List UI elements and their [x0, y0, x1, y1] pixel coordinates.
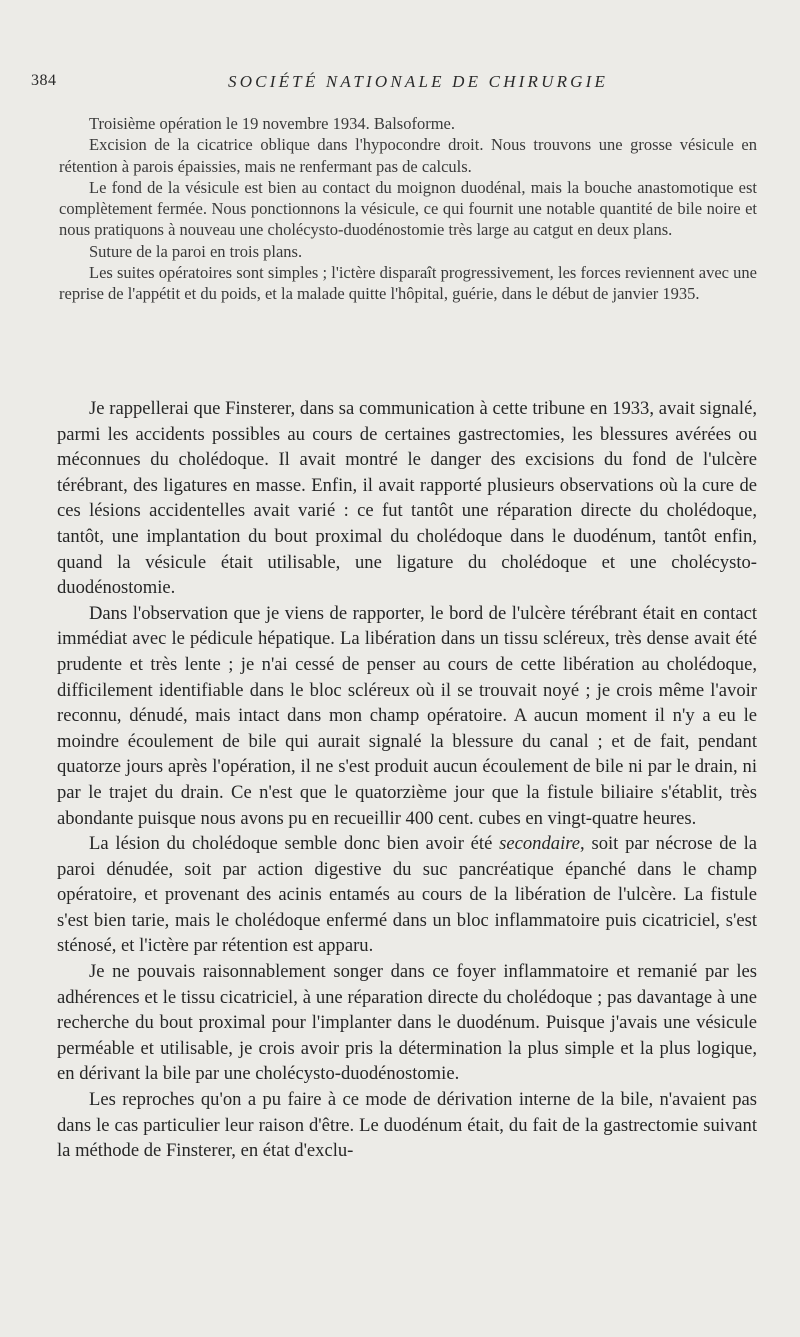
text-run: , soit par nécrose de la paroi dénudée, soit par action digestive du suc pancréatique épanché dans le champ opératoire, et provenant des acinis entamés au cours de la libération de l'ulcère. La fistule s'est bien tarie, mais le cholédoque enfermé dans un bloc inflammatoire puis cicatriciel, s'est sténosé, et l'ictère par rétention est apparu. [57, 833, 758, 957]
case-report-paragraph: Les suites opératoires sont simples ; l'ictère disparaît progressivement, les forces reviennent avec une reprise de l'appétit et du poids, et la malade quitte l'hôpital, guérie, dans le début de janvier 1935. [59, 263, 757, 304]
discussion-paragraph: Je ne pouvais raisonnablement songer dans ce foyer inflammatoire et remanié par les adhérences et le tissu cicatriciel, à une réparation directe du cholédoque ; pas davantage à une recherche du bout proximal pour l'implanter dans le duodénum. Puisque j'avais une vésicule perméable et utilisable, je crois avoir pris la détermination la plus simple et la plus logique, en dérivant la bile par une cholécysto-duodénostomie. [57, 961, 757, 1085]
discussion-paragraph: Dans l'observation que je viens de rapporter, le bord de l'ulcère térébrant était en contact immédiat avec le pédicule hépatique. La libération dans un tissu scléreux, très dense avait été prudente et très lente ; je n'ai cessé de penser au cours de cette libération au cholédoque, difficilement identifiable dans le bloc scléreux où il se trouvait noyé ; je crois même l'avoir reconnu, dénudé, mais intact dans mon champ opératoire. A aucun moment il n'y a eu le moindre écoulement de bile qui aurait signalé la blessure du canal ; et de fait, pendant quatorze jours après l'opération, il ne s'est produit aucun écoulement de bile ni par le drain, ni par le trajet du drain. Ce n'est que le quatorzième jour que la fistule biliaire s'établit, très abondante puisque nous avons pu en recueillir 400 cent. cubes en vingt-quatre heures. [57, 602, 757, 829]
case-report-paragraph: Excision de la cicatrice oblique dans l'hypocondre droit. Nous trouvons une grosse vésicule en rétention à parois épaissies, mais ne renfermant pas de calculs. [59, 135, 757, 176]
discussion-paragraph [57, 831, 757, 959]
running-title: SOCIÉTÉ NATIONALE DE CHIRURGIE [228, 72, 609, 91]
text-run: La lésion du cholédoque semble donc bien avoir été [89, 833, 500, 855]
case-report-paragraph: Le fond de la vésicule est bien au contact du moignon duodénal, mais la bouche anastomotique est complètement fermée. Nous ponctionnons la vésicule, ce qui fournit une notable quantité de bile noire et nous pratiquons à nouveau une cholécysto-duodénostomie très large au catgut en deux plans. [59, 177, 757, 240]
case-report-paragraph: Suture de la paroi en trois plans. [89, 241, 303, 261]
page-number: 384 [31, 72, 57, 89]
page-header [0, 72, 800, 96]
discussion-paragraph: Je rappellerai que Finsterer, dans sa communication à cette tribune en 1933, avait signalé, parmi les accidents possibles au cours de certaines gastrectomies, les blessures avérées ou méconnues du cholédoque. Il avait montré le danger des excisions du fond de l'ulcère térébrant, des ligatures en masse. Enfin, il avait rapporté plusieurs observations où la cure de ces lésions accidentelles avait varié : ce fut tantôt une réparation directe du cholédoque, tantôt, une implantation du bout proximal du cholédoque dans le duodénum, tantôt enfin, quand la vésicule était utilisable, une ligature du cholédoque et une cholécysto-duodénostomie. [57, 398, 757, 599]
emphasized-word: secondaire [499, 833, 581, 855]
case-report-section [59, 113, 757, 305]
discussion-section [57, 396, 757, 1164]
discussion-paragraph: Les reproches qu'on a pu faire à ce mode de dérivation interne de la bile, n'avaient pas dans le cas particulier leur raison d'être. Le duodénum était, du fait de la gastrectomie suivant la méthode de Finsterer, en état d'exclu- [57, 1089, 757, 1162]
case-report-paragraph: Troisième opération le 19 novembre 1934. Balsoforme. [89, 114, 455, 133]
